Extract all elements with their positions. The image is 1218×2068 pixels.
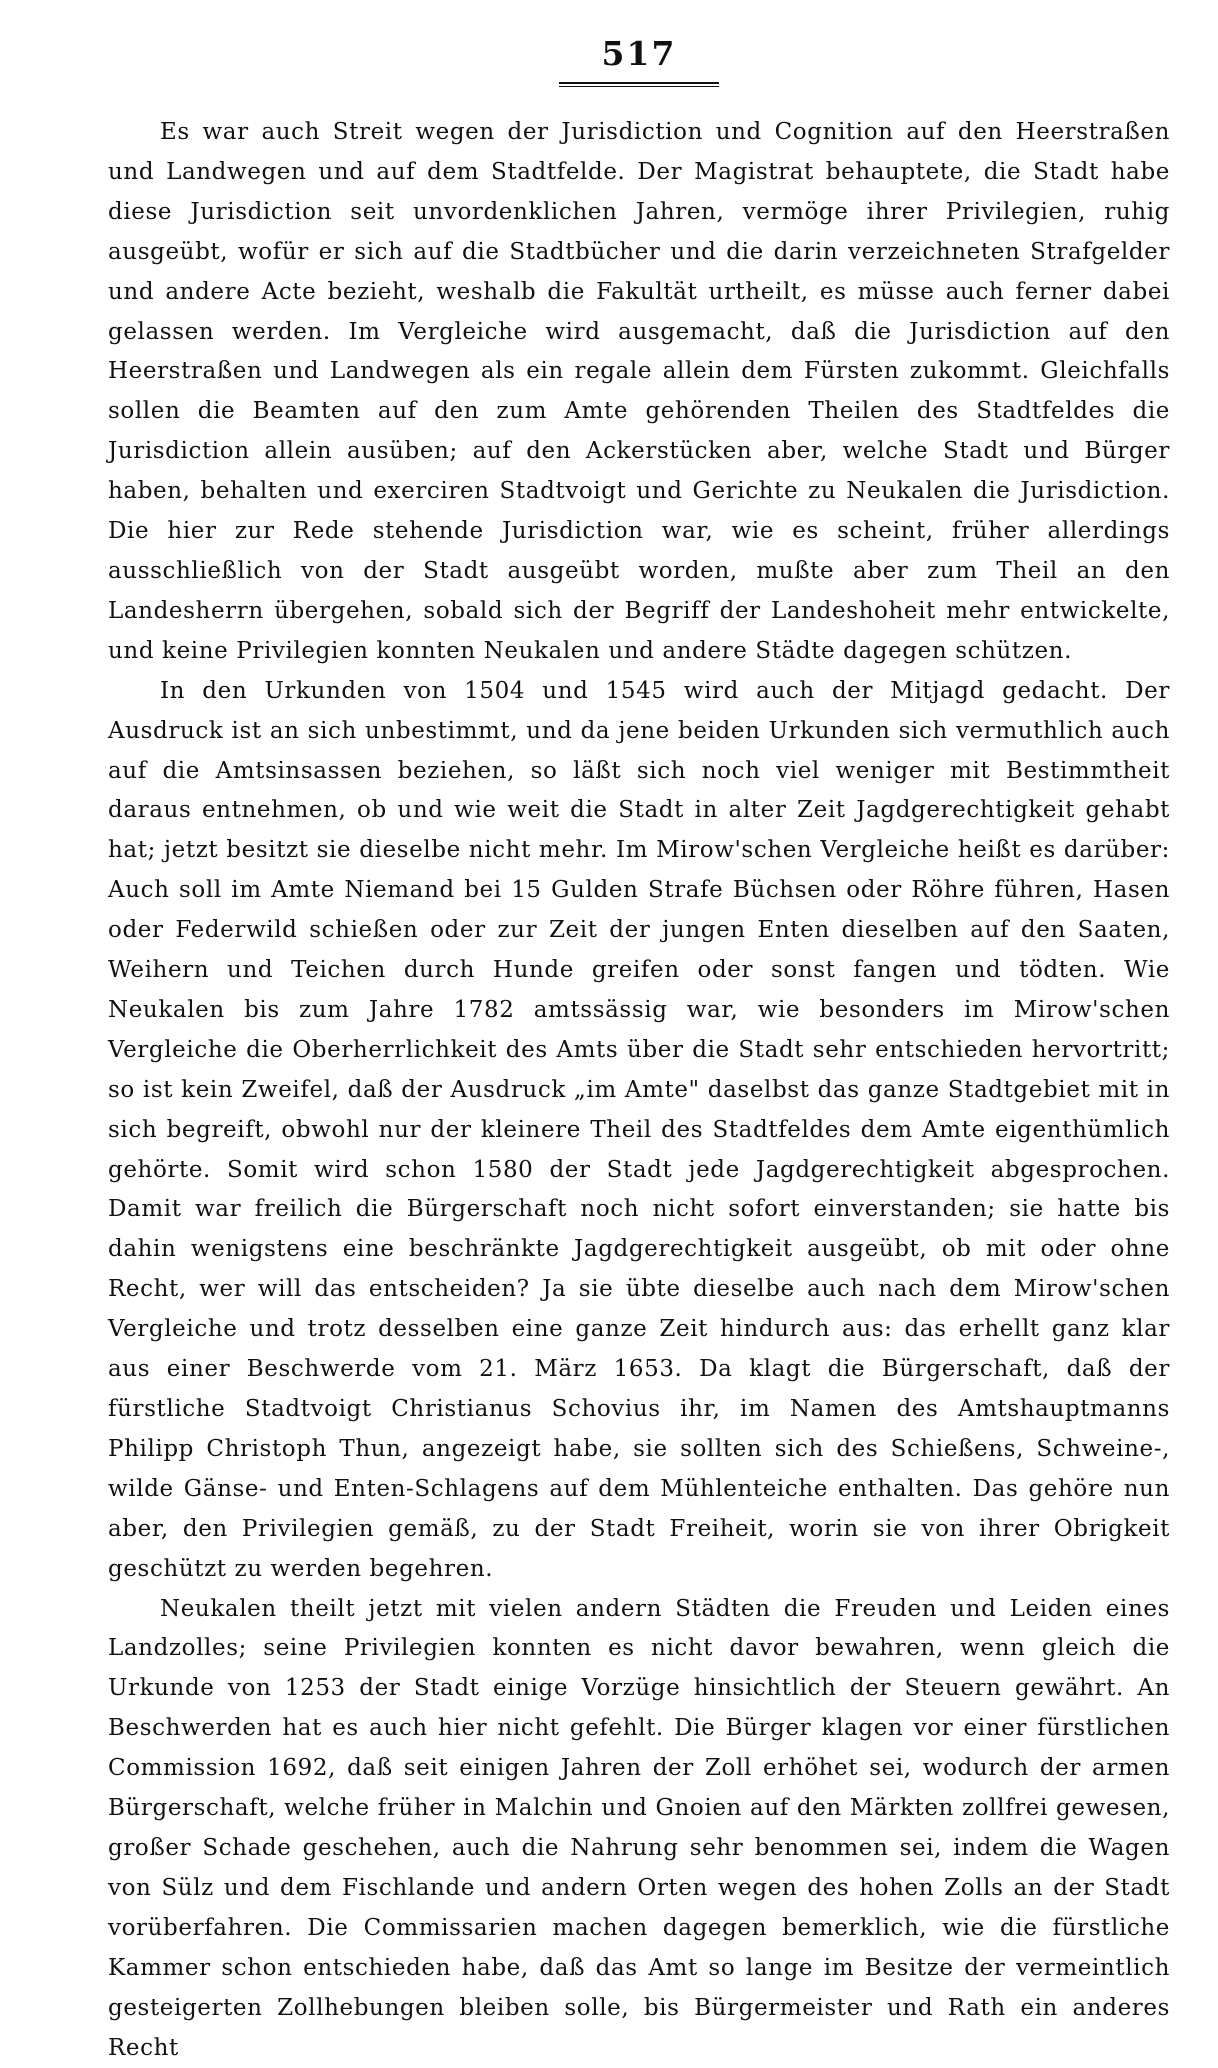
body-text xyxy=(108,113,1170,2068)
paragraph-mitjagd: In den Urkunden von 1504 und 1545 wird auch der Mitjagd gedacht. Der Ausdruck ist an sich unbestimmt, und da jene beiden Urkunden sich vermuthlich auch auf die Amtsinsassen beziehen, so läßt sich noch viel weniger mit Bestimmtheit daraus entnehmen, ob und wie weit die Stadt in alter Zeit Jagdgerechtigkeit gehabt hat; jetzt besitzt sie dieselbe nicht mehr. Im Mirow'schen Vergleiche heißt es darüber: Auch soll im Amte Niemand bei 15 Gulden Strafe Büchsen oder Röhre führen, Hasen oder Federwild schießen oder zur Zeit der jungen Enten dieselben auf den Saaten, Weihern und Teichen durch Hunde greifen oder sonst fangen und tödten. Wie Neukalen bis zum Jahre 1782 amtssässig war, wie besonders im Mirow'schen Vergleiche die Oberherrlichkeit des Amts über die Stadt sehr entschieden hervortritt; so ist kein Zweifel, daß der Ausdruck „im Amte" daselbst das ganze Stadtgebiet mit in sich begreift, obwohl nur der kleinere Theil des Stadtfeldes dem Amte eigenthümlich gehörte. Somit wird schon 1580 der Stadt jede Jagdgerechtigkeit abgesprochen. Damit war freilich die Bürgerschaft noch nicht sofort einverstanden; sie hatte bis dahin wenigstens eine beschränkte Jagdgerechtigkeit ausgeübt, ob mit oder ohne Recht, wer will das entscheiden? Ja sie übte dieselbe auch nach dem Mirow'schen Vergleiche und trotz desselben eine ganze Zeit hindurch aus: das erhellt ganz klar aus einer Beschwerde vom 21. März 1653. Da klagt die Bürgerschaft, daß der fürstliche Stadtvoigt Christianus Schovius ihr, im Namen des Amtshauptmanns Philipp Christoph Thun, angezeigt habe, sie sollten sich des Schießens, Schweine-, wilde Gänse- und Enten-Schlagens auf dem Mühlenteiche enthalten. Das gehöre nun aber, den Privilegien gemäß, zu der Stadt Freiheit, worin sie von ihrer Obrigkeit geschützt zu werden begehren. xyxy=(108,677,1170,1582)
paragraph-landzoll: Neukalen theilt jetzt mit vielen andern Städten die Freuden und Leiden eines Landzolles; seine Privilegien konnten es nicht davor bewahren, wenn gleich die Urkunde von 1253 der Stadt einige Vorzüge hinsichtlich der Steuern gewährt. An Beschwerden hat es auch hier nicht gefehlt. Die Bürger klagen vor einer fürstlichen Commission 1692, daß seit einigen Jahren der Zoll erhöhet sei, wodurch der armen Bürgerschaft, welche früher in Malchin und Gnoien auf den Märkten zollfrei gewesen, großer Schade geschehen, auch die Nahrung sehr benommen sei, indem die Wagen von Sülz und dem Fischlande und andern Orten wegen des hohen Zolls an der Stadt vorüberfahren. Die Commissarien machen dagegen bemerklich, wie die fürstliche Kammer schon entschieden habe, daß das Amt so lange im Besitze der vermeintlich gesteigerten Zollhebungen bleiben solle, bis Bürgermeister und Rath ein anderes Recht xyxy=(108,1595,1170,2061)
book-page xyxy=(108,30,1170,2068)
header-rule xyxy=(559,82,719,87)
paragraph-jurisdiction: Es war auch Streit wegen der Jurisdiction und Cognition auf den Heerstraßen und Landwegen und auf dem Stadtfelde. Der Magistrat behauptete, die Stadt habe diese Jurisdiction seit unvordenklichen Jahren, vermöge ihrer Privilegien, ruhig ausgeübt, wofür er sich auf die Stadtbücher und die darin verzeichneten Strafgelder und andere Acte bezieht, weshalb die Fakultät urtheilt, es müsse auch ferner dabei gelassen werden. Im Vergleiche wird ausgemacht, daß die Jurisdiction auf den Heerstraßen und Landwegen als ein regale allein dem Fürsten zukommt. Gleichfalls sollen die Beamten auf den zum Amte gehörenden Theilen des Stadtfeldes die Jurisdiction allein ausüben; auf den Ackerstücken aber, welche Stadt und Bürger haben, behalten und exerciren Stadtvoigt und Gerichte zu Neukalen die Jurisdiction. Die hier zur Rede stehende Jurisdiction war, wie es scheint, früher allerdings ausschließlich von der Stadt ausgeübt worden, mußte aber zum Theil an den Landesherrn übergehen, sobald sich der Begriff der Landeshoheit mehr entwickelte, und keine Privilegien konnten Neukalen und andere Städte dagegen schützen. xyxy=(108,119,1170,664)
page-number: 517 xyxy=(601,34,677,73)
